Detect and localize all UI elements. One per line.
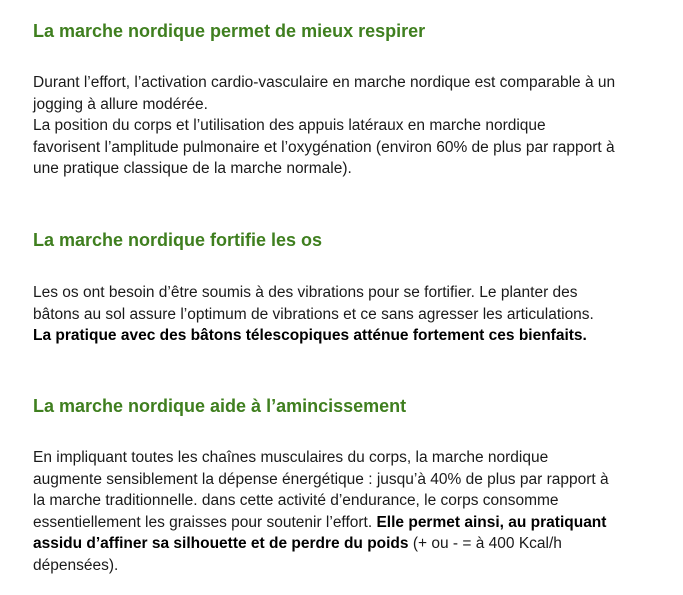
section-paragraph-respirer — [33, 72, 668, 180]
section-heading-amincissement: La marche nordique aide à l’amincissement — [33, 396, 407, 416]
bold-text: assidu d’affiner sa silhouette et de perdre du poids — [33, 535, 409, 552]
section-heading-os: La marche nordique fortifie les os — [33, 230, 323, 250]
plain-text: essentiellement les graisses pour soutenir l’effort. — [33, 513, 377, 531]
section-heading-respirer: La marche nordique permet de mieux respirer — [33, 21, 426, 41]
section-paragraph-os — [33, 282, 668, 347]
text-line: Durant l’effort, l’activation cardio-vasculaire en marche nordique est comparable à un — [33, 74, 616, 91]
text-line: La position du corps et l’utilisation des appuis latéraux en marche nordique — [33, 117, 546, 134]
text-line: favorisent l’amplitude pulmonaire et l’oxygénation (environ 60% de plus par rapport à — [33, 138, 615, 156]
text-line: bâtons au sol assure l’optimum de vibrations et ce sans agresser les articulations. — [33, 305, 594, 323]
text-line — [33, 512, 668, 534]
text-line: En impliquant toutes les chaînes musculaires du corps, la marche nordique — [33, 449, 549, 466]
text-line: dépensées). — [33, 556, 119, 574]
text-line: Les os ont besoin d’être soumis à des vibrations pour se fortifier. Le planter des — [33, 284, 578, 301]
text-line: une pratique classique de la marche normale). — [33, 160, 352, 177]
text-line: la marche traditionnelle. dans cette activité d’endurance, le corps consomme — [33, 492, 559, 509]
plain-text: (+ ou - = à 400 Kcal/h — [408, 535, 562, 552]
text-line: augmente sensiblement la dépense énergétique : jusqu’à 40% de plus par rapport à — [33, 470, 609, 488]
section-paragraph-amincissement — [33, 447, 668, 576]
bold-text-line: La pratique avec des bâtons télescopiques atténue fortement ces bienfaits. — [33, 327, 587, 344]
text-line — [33, 533, 668, 555]
bold-text: Elle permet ainsi, au pratiquant — [376, 513, 607, 531]
text-line: jogging à allure modérée. — [33, 95, 208, 113]
